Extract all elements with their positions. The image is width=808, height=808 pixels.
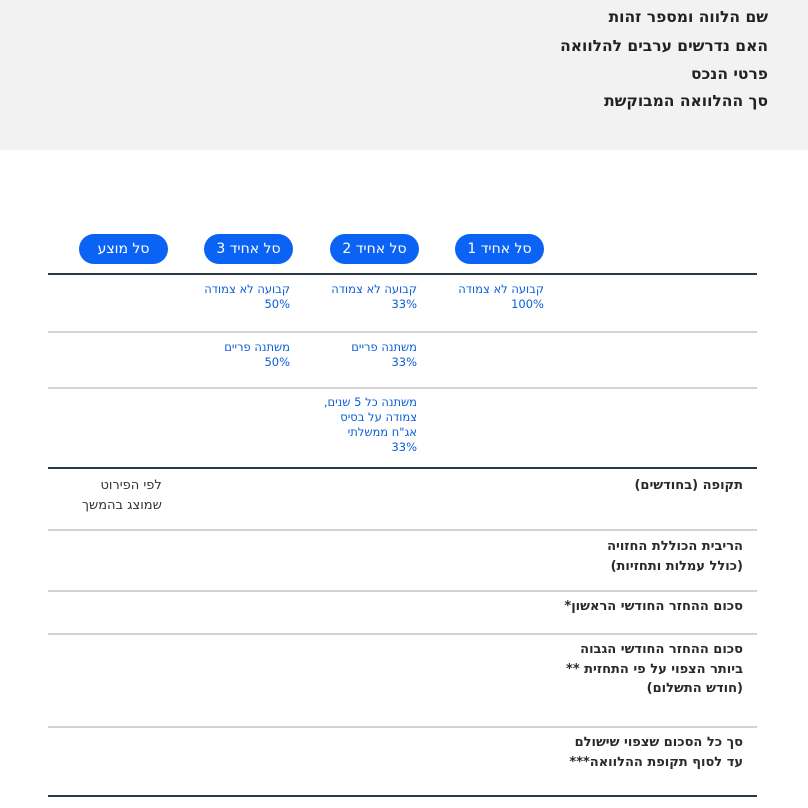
track-share: 100% [511,297,544,311]
fixed-track-b3 [204,282,290,312]
basket-1-button[interactable]: סל אחיד 1 [455,234,544,264]
fixed-track-b2 [331,282,417,312]
track-share: 33% [391,440,417,454]
total-payment-label: סך כל הסכום שצפוי שישולם עד לסוף תקופת ההלוואה*** [569,735,743,770]
track-label: צמודה על בסיס [340,410,417,424]
track-share: 50% [264,355,290,369]
table-bottom-divider [48,795,757,797]
track-label: אג"ח ממשלתי [347,425,417,439]
track-share: 33% [391,355,417,369]
row-divider [48,633,757,635]
row-divider [48,529,757,531]
track-label: קבועה לא צמודה [458,282,544,296]
track-label: משתנה פריים [351,340,417,354]
fixed-track-b1 [458,282,544,312]
track-label: משתנה כל 5 שנים, [323,395,417,409]
requested-amount-label: סך ההלוואה המבוקשת [604,92,768,110]
var5-track-b2 [317,395,417,455]
guarantors-label: האם נדרשים ערבים להלוואה [560,37,768,55]
basket-3-button[interactable]: סל אחיד 3 [204,234,293,264]
row-divider [48,726,757,728]
row-divider [48,387,757,389]
table-top-divider [48,273,757,275]
track-share: 33% [391,297,417,311]
basket-2-button[interactable]: סל אחיד 2 [330,234,419,264]
prime-track-b3 [209,340,290,370]
loan-details-panel [0,0,808,150]
total-rate-label: הריבית הכוללת החזויה (כולל עמלות ותחזיות) [607,539,743,574]
period-note: לפי הפירוט שמוצג בהמשך [82,478,162,513]
borrower-name-label: שם הלווה ומספר זהות [608,8,768,26]
property-details-label: פרטי הנכס [690,65,768,83]
row-divider [48,331,757,333]
track-label: קבועה לא צמודה [331,282,417,296]
section-divider [48,467,757,469]
first-payment-label: סכום ההחזר החודשי הראשון* [564,599,743,614]
prime-track-b2 [335,340,417,370]
row-divider [48,590,757,592]
track-label: קבועה לא צמודה [204,282,290,296]
track-share: 50% [264,297,290,311]
max-payment-label: סכום ההחזר החודשי הגבוה ביותר הצפוי על פי התחזית ** (חודש התשלום) [566,642,743,696]
track-label: משתנה פריים [224,340,290,354]
offered-basket-button[interactable]: סל מוצע [79,234,168,264]
period-label: תקופה (בחודשים) [634,478,743,493]
